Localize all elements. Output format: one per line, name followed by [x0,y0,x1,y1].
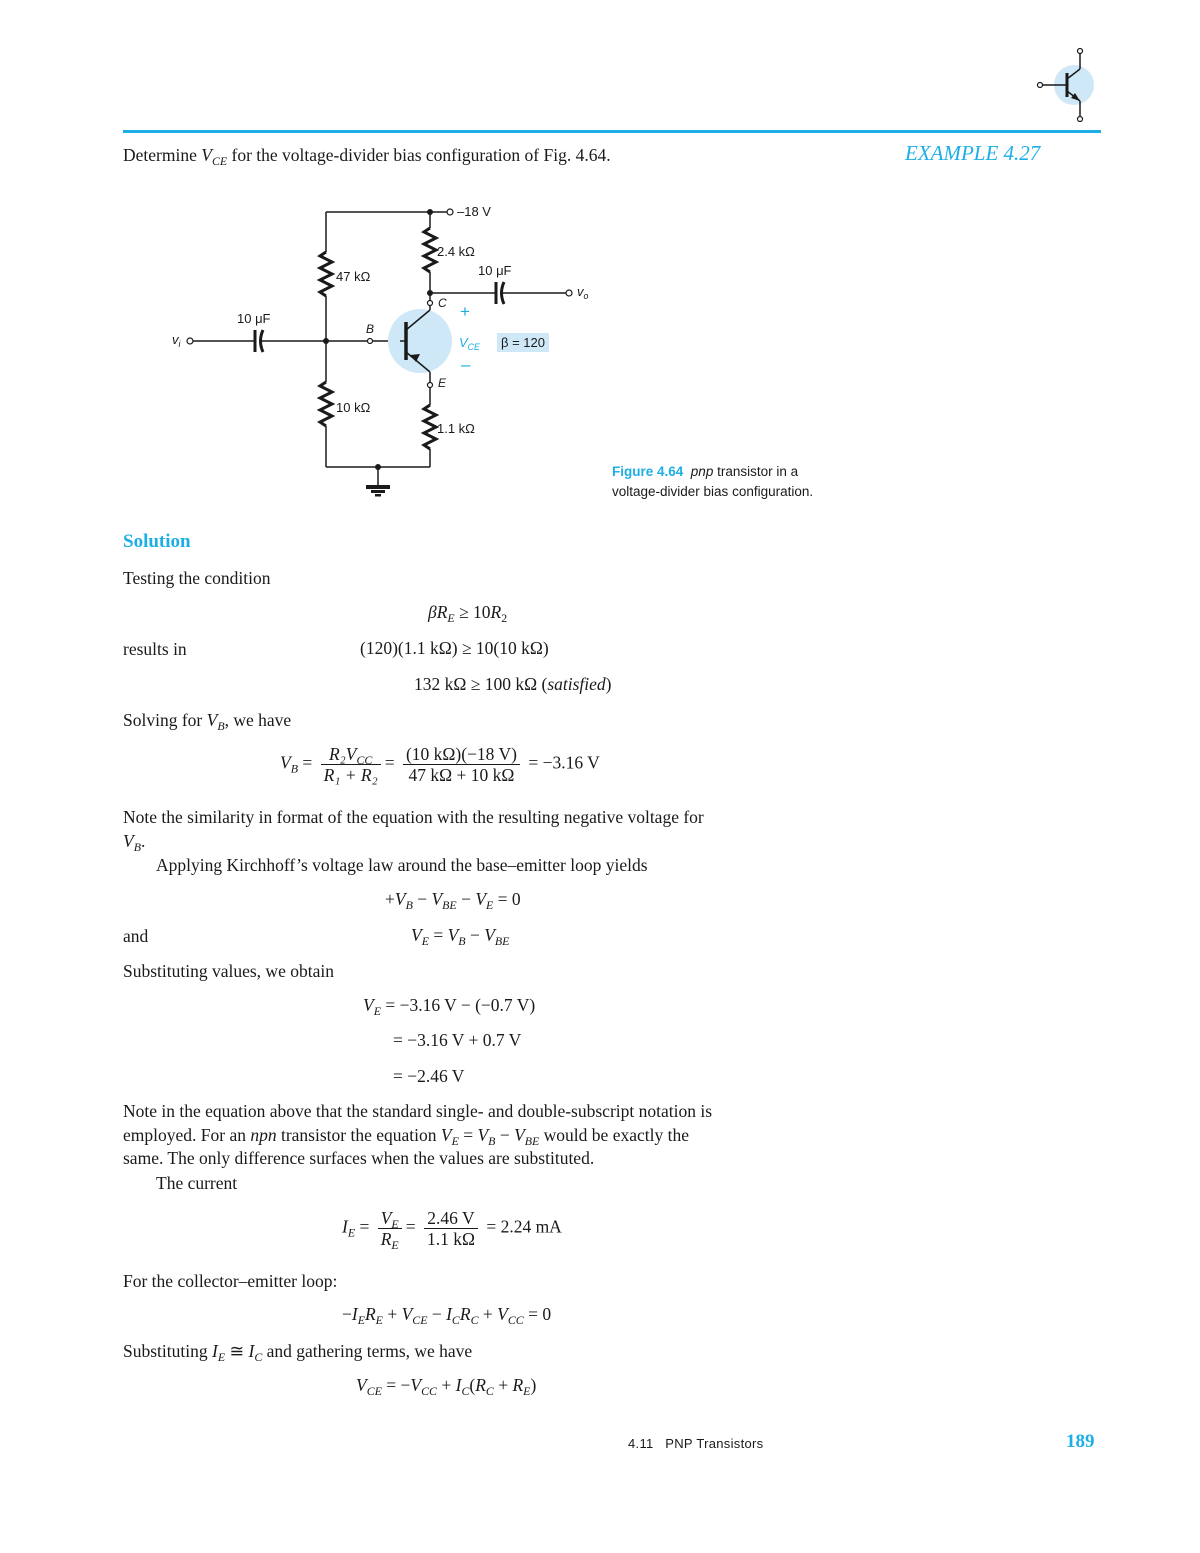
beta-box: β = 120 [497,333,549,352]
example-label: EXAMPLE 4.27 [905,141,1041,165]
condition-eq-3: 132 kΩ ≥ 100 kΩ (satisfied) [414,674,612,694]
note-paragraph-2: Note in the equation above that the standard single- and double-subscript notation is employed. For an npn transistor the equation $V_E = V_B - V_{BE}$ would be exactly the same. The only difference surfaces when the values are substituted. [123,1101,713,1168]
header-rule [123,130,1101,133]
ce-loop-equation: $-I_ER_E + V_{CE} - I_CR_C + V_{CC} = 0$ [342,1304,552,1328]
condition-eq-1: $\beta R_E \ge 10R_2$ [428,602,508,626]
testing-text: Testing the condition [123,568,271,588]
ie-equation: $I_E$ = $\frac{V_E}{R_E}$ = $\frac{2.46 V}{1.1 k\Omega}$ = 2.24 mA [342,1208,562,1253]
re-label: 1.1 kΩ [437,421,475,436]
and-label: and [123,926,149,946]
cout-label: 10 μF [478,263,512,278]
ve-equation: $V_E = V_B - V_{BE}$ [411,925,510,949]
vce-plus: + [460,302,470,321]
kvl-intro: Applying Kirchhoff’s voltage law around the base–emitter loop yields [156,855,648,875]
vout-label: $v_o$ [577,284,589,302]
rc-label: 2.4 kΩ [437,244,475,259]
solving-text: Solving for $V_B$, we have [123,710,292,734]
page-number: 189 [1066,1431,1095,1452]
node-e-label: E [438,376,447,390]
kvl-equation: $+V_B - V_{BE} - V_E = 0$ [385,889,521,913]
figure-caption: Figure 4.64 pnp transistor in a voltage-divider bias configuration. [612,464,814,499]
footer-section: 4.11 PNP Transistors [628,1436,764,1451]
ce-loop-text: For the collector–emitter loop: [123,1271,338,1291]
substituting2-text: Substituting $I_E$ ≅ $I_C$ and gathering terms, we have [123,1341,473,1365]
substituting-text: Substituting values, we obtain [123,961,334,981]
supply-label: –18 V [457,204,491,219]
cin-label: 10 μF [237,311,271,326]
note-paragraph-1: Note the similarity in format of the equation with the resulting negative voltage for $V_B$. [123,807,704,854]
transistor-icon [1030,45,1100,125]
node-b-label: B [366,322,375,336]
node-c-label: C [438,296,447,310]
current-intro: The current [156,1173,238,1193]
ve-calc-1: $V_E = -3.16$ V − (−0.7 V) [363,995,536,1019]
ve-calc-3: = −2.46 V [393,1066,465,1086]
r1-label: 47 kΩ [336,269,371,284]
results-in-label: results in [123,639,187,659]
vce-label: $V_{CE}$ [459,335,480,353]
condition-eq-2: (120)(1.1 kΩ) ≥ 10(10 kΩ) [360,638,549,658]
vb-equation: $V_B$ = $\frac{R_2V_{CC}}{\text{R₁ + R₂}}$ = $\frac{(10 k\Omega)(-18 V)}{47 k\Omega + 10 k\Omega}$ = −3.16 V [280,744,600,785]
vin-label: $v_i$ [172,332,181,350]
solution-heading: Solution [123,531,191,552]
vce-equation: $V_{CE} = -V_{CC} + I_C(R_C + R_E)$ [356,1375,537,1399]
r2-label: 10 kΩ [336,400,371,415]
ve-calc-2: = −3.16 V + 0.7 V [393,1030,522,1050]
problem-statement: Determine $V_{CE}$ for the voltage-divider bias configuration of Fig. 4.64. [123,145,611,169]
vce-minus: – [461,355,471,374]
